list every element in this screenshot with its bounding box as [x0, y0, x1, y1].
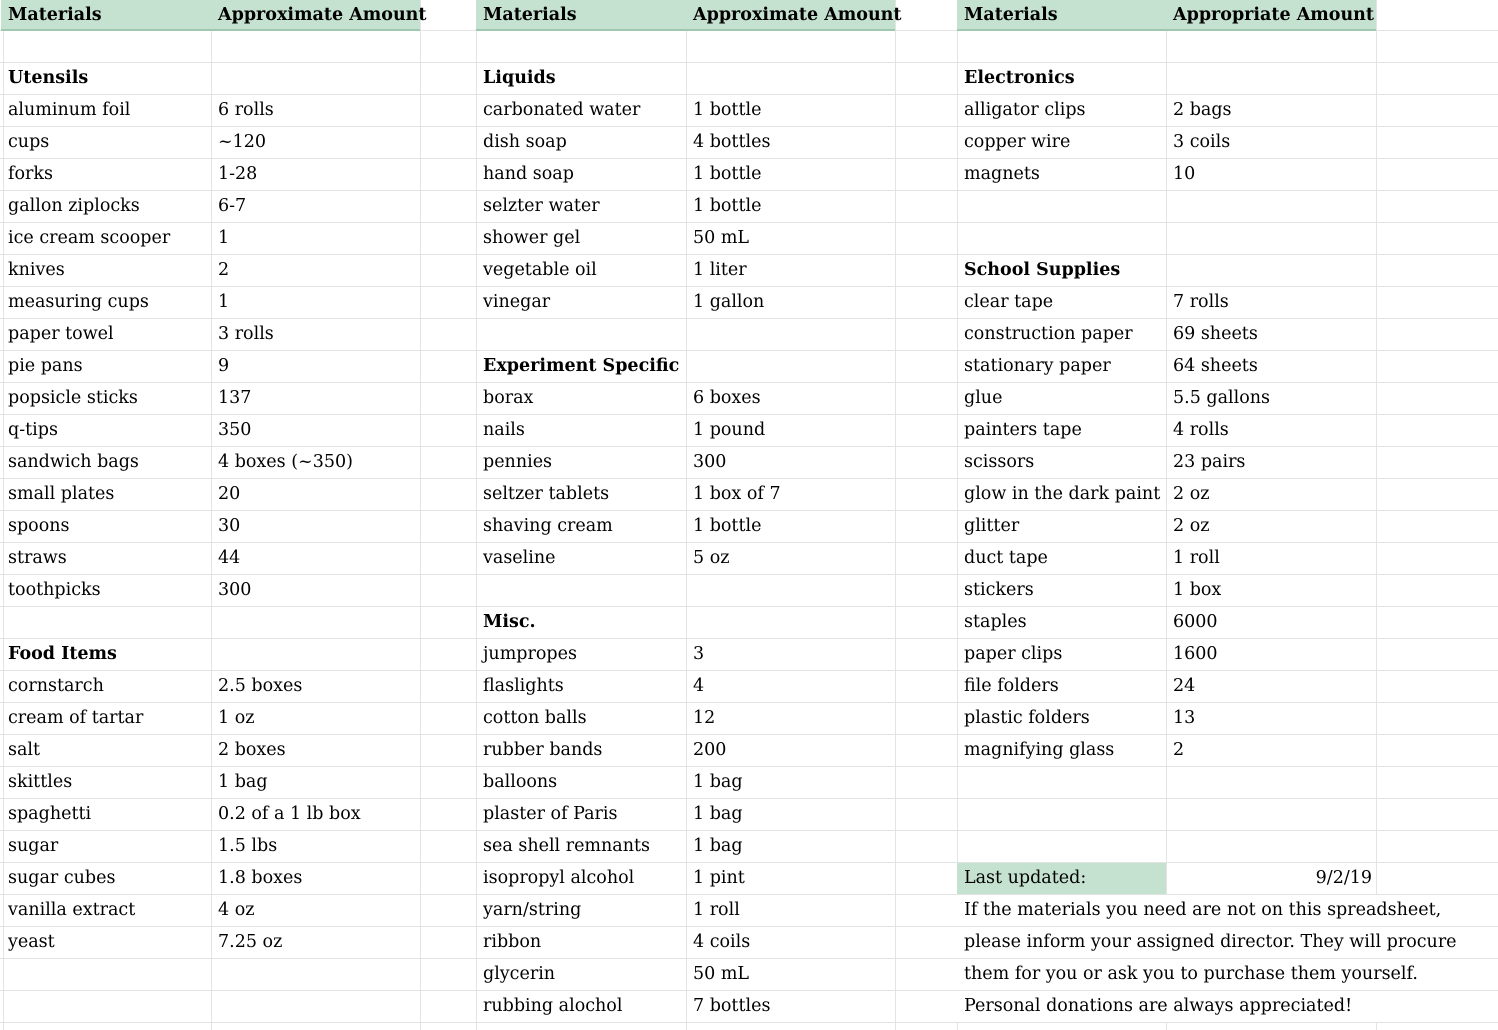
material-name-cell[interactable]: glitter [964, 516, 1020, 536]
grid-line-vertical [420, 0, 421, 1030]
material-name-cell[interactable]: glue [964, 388, 1003, 408]
material-name-cell[interactable]: cream of tartar [8, 708, 144, 728]
amount-cell[interactable]: 1-28 [218, 164, 258, 184]
amount-cell[interactable]: 1 bottle [693, 164, 762, 184]
amount-cell[interactable]: 30 [218, 516, 241, 536]
amount-cell[interactable]: 44 [218, 548, 241, 568]
last-updated-label[interactable]: Last updated: [957, 863, 1166, 894]
material-name-cell[interactable]: sugar cubes [8, 868, 116, 888]
material-name-cell[interactable]: small plates [8, 484, 115, 504]
amount-cell[interactable] [686, 575, 895, 606]
material-name-cell[interactable]: rubber bands [483, 740, 603, 760]
material-name-cell[interactable]: spoons [8, 516, 70, 536]
material-name-cell[interactable] [957, 31, 1166, 62]
material-name-cell[interactable]: knives [8, 260, 65, 280]
column-header-materials[interactable]: Materials [957, 0, 1166, 31]
amount-cell[interactable]: 1 box of 7 [693, 484, 781, 504]
material-name-cell[interactable]: glow in the dark paint [964, 484, 1161, 504]
amount-cell[interactable]: 1 roll [693, 900, 740, 920]
material-name-cell[interactable]: painters tape [964, 420, 1082, 440]
material-name-cell[interactable] [1, 607, 211, 638]
amount-cell[interactable]: 6 boxes [693, 388, 761, 408]
column-header-amount[interactable]: Appropriate Amount [1166, 0, 1376, 31]
amount-cell[interactable]: 137 [218, 388, 252, 408]
material-name-cell[interactable]: construction paper [964, 324, 1133, 344]
material-name-cell[interactable] [1, 31, 211, 62]
material-name-cell[interactable]: stickers [964, 580, 1034, 600]
material-name-cell[interactable]: copper wire [964, 132, 1071, 152]
note-text[interactable]: them for you or ask you to purchase them yourself. [957, 959, 1477, 990]
amount-cell[interactable]: 2 boxes [218, 740, 286, 760]
amount-cell[interactable]: 200 [693, 740, 727, 760]
material-name-cell[interactable]: vegetable oil [483, 260, 597, 280]
amount-cell[interactable] [1166, 31, 1376, 62]
amount-cell[interactable]: 4 coils [693, 932, 751, 952]
amount-cell[interactable]: 7 rolls [1173, 292, 1229, 312]
material-name-cell[interactable]: toothpicks [8, 580, 101, 600]
column-header-materials[interactable]: Materials [1, 0, 211, 31]
material-name-cell[interactable]: duct tape [964, 548, 1048, 568]
amount-cell[interactable]: 1 [218, 228, 230, 248]
amount-cell[interactable]: 5.5 gallons [1173, 388, 1271, 408]
material-name-cell[interactable]: popsicle sticks [8, 388, 138, 408]
amount-cell[interactable]: 350 [218, 420, 252, 440]
amount-cell[interactable] [1166, 767, 1376, 798]
amount-cell[interactable]: 9 [218, 356, 230, 376]
amount-cell[interactable]: 23 pairs [1173, 452, 1246, 472]
material-name-cell[interactable] [957, 191, 1166, 222]
amount-cell[interactable] [686, 63, 895, 94]
amount-cell[interactable]: 6 rolls [218, 100, 274, 120]
material-name-cell[interactable]: pennies [483, 452, 553, 472]
amount-cell[interactable]: 3 rolls [218, 324, 274, 344]
amount-cell[interactable]: 50 mL [693, 228, 750, 248]
amount-cell[interactable] [686, 351, 895, 382]
material-name-cell[interactable]: measuring cups [8, 292, 149, 312]
material-name-cell[interactable]: dish soap [483, 132, 567, 152]
amount-cell[interactable]: 64 sheets [1173, 356, 1258, 376]
amount-cell[interactable]: 24 [1173, 676, 1196, 696]
amount-cell[interactable]: 300 [218, 580, 252, 600]
amount-cell[interactable]: 1600 [1173, 644, 1218, 664]
material-name-cell[interactable]: plaster of Paris [483, 804, 618, 824]
amount-cell[interactable]: 2.5 boxes [218, 676, 303, 696]
column-header-amount[interactable]: Approximate Amount [211, 0, 420, 31]
material-name-cell[interactable]: straws [8, 548, 67, 568]
material-name-cell[interactable]: forks [8, 164, 53, 184]
amount-cell[interactable] [211, 63, 420, 94]
amount-cell[interactable] [211, 959, 420, 990]
section-heading[interactable]: Electronics [964, 68, 1075, 88]
material-name-cell[interactable] [1, 959, 211, 990]
material-name-cell[interactable]: alligator clips [964, 100, 1086, 120]
amount-cell[interactable]: 4 bottles [693, 132, 771, 152]
column-header-amount[interactable]: Approximate Amount [686, 0, 895, 31]
amount-cell[interactable] [211, 991, 420, 1022]
amount-cell[interactable]: ~120 [218, 132, 267, 152]
section-heading[interactable]: Food Items [8, 644, 117, 664]
material-name-cell[interactable]: vanilla extract [8, 900, 136, 920]
amount-cell[interactable]: 1 bottle [693, 516, 762, 536]
amount-cell[interactable]: 69 sheets [1173, 324, 1258, 344]
material-name-cell[interactable]: magnifying glass [964, 740, 1115, 760]
amount-cell[interactable]: 4 [693, 676, 705, 696]
amount-cell[interactable]: 2 [1173, 740, 1185, 760]
amount-cell[interactable]: 2 oz [1173, 484, 1210, 504]
amount-cell[interactable]: 7.25 oz [218, 932, 283, 952]
amount-cell[interactable]: 2 [218, 260, 230, 280]
amount-cell[interactable]: 4 oz [218, 900, 255, 920]
material-name-cell[interactable]: salt [8, 740, 41, 760]
material-name-cell[interactable]: carbonated water [483, 100, 641, 120]
amount-cell[interactable]: 1 bottle [693, 196, 762, 216]
material-name-cell[interactable]: nails [483, 420, 525, 440]
material-name-cell[interactable]: shower gel [483, 228, 581, 248]
material-name-cell[interactable] [476, 575, 686, 606]
amount-cell[interactable]: 50 mL [693, 964, 750, 984]
note-text[interactable]: please inform your assigned director. They will procure [957, 927, 1477, 958]
grid-line-vertical [895, 0, 896, 1030]
section-heading[interactable]: Misc. [483, 612, 536, 632]
material-name-cell[interactable]: selzter water [483, 196, 600, 216]
amount-cell[interactable]: 6-7 [218, 196, 247, 216]
amount-cell[interactable]: 1.5 lbs [218, 836, 278, 856]
amount-cell[interactable]: 1 gallon [693, 292, 765, 312]
material-name-cell[interactable] [1, 991, 211, 1022]
amount-cell[interactable] [686, 319, 895, 350]
amount-cell[interactable] [1166, 799, 1376, 830]
amount-cell[interactable] [211, 607, 420, 638]
amount-cell[interactable]: 1 oz [218, 708, 255, 728]
material-name-cell[interactable]: vinegar [483, 292, 551, 312]
amount-cell[interactable] [1166, 191, 1376, 222]
amount-cell[interactable]: 1 bag [693, 772, 743, 792]
grid-line-vertical [1376, 0, 1377, 1030]
amount-cell[interactable] [1166, 831, 1376, 862]
amount-cell[interactable]: 2 bags [1173, 100, 1232, 120]
material-name-cell[interactable]: balloons [483, 772, 558, 792]
material-name-cell[interactable]: cotton balls [483, 708, 587, 728]
amount-cell[interactable]: 12 [693, 708, 716, 728]
material-name-cell[interactable]: sugar [8, 836, 59, 856]
material-name-cell[interactable]: file folders [964, 676, 1059, 696]
material-name-cell[interactable]: pie pans [8, 356, 83, 376]
material-name-cell[interactable]: gallon ziplocks [8, 196, 140, 216]
section-heading[interactable]: Liquids [483, 68, 556, 88]
amount-cell[interactable]: 6000 [1173, 612, 1218, 632]
material-name-cell[interactable]: spaghetti [8, 804, 92, 824]
amount-cell[interactable]: 3 [693, 644, 705, 664]
material-name-cell[interactable]: ice cream scooper [8, 228, 171, 248]
material-name-cell[interactable] [476, 31, 686, 62]
material-name-cell[interactable]: yeast [8, 932, 55, 952]
material-name-cell[interactable]: borax [483, 388, 534, 408]
material-name-cell[interactable]: sea shell remnants [483, 836, 651, 856]
material-name-cell[interactable]: seltzer tablets [483, 484, 610, 504]
material-name-cell[interactable]: stationary paper [964, 356, 1111, 376]
material-name-cell[interactable]: vaseline [483, 548, 556, 568]
section-heading[interactable]: Utensils [8, 68, 89, 88]
material-name-cell[interactable]: flaslights [483, 676, 564, 696]
amount-cell[interactable]: 1 liter [693, 260, 747, 280]
note-text[interactable]: If the materials you need are not on this spreadsheet, [957, 895, 1477, 926]
material-name-cell[interactable] [957, 831, 1166, 862]
amount-cell[interactable]: 3 coils [1173, 132, 1231, 152]
material-name-cell[interactable]: cups [8, 132, 50, 152]
amount-cell[interactable]: 7 bottles [693, 996, 771, 1016]
amount-cell[interactable]: 1.8 boxes [218, 868, 303, 888]
amount-cell[interactable]: 1 bottle [693, 100, 762, 120]
amount-cell[interactable] [1166, 63, 1376, 94]
amount-cell[interactable] [686, 607, 895, 638]
material-name-cell[interactable]: rubbing alochol [483, 996, 623, 1016]
material-name-cell[interactable] [957, 767, 1166, 798]
material-name-cell[interactable]: staples [964, 612, 1027, 632]
amount-cell[interactable] [1166, 223, 1376, 254]
amount-cell[interactable] [1166, 255, 1376, 286]
material-name-cell[interactable]: paper towel [8, 324, 114, 344]
note-text[interactable]: Personal donations are always appreciated! [957, 991, 1477, 1022]
material-name-cell[interactable]: scissors [964, 452, 1035, 472]
grid-line-horizontal [0, 1022, 1498, 1023]
material-name-cell[interactable]: ribbon [483, 932, 542, 952]
material-name-cell[interactable]: cornstarch [8, 676, 104, 696]
material-name-cell[interactable] [957, 799, 1166, 830]
amount-cell[interactable]: 1 roll [1173, 548, 1220, 568]
material-name-cell[interactable] [957, 223, 1166, 254]
amount-cell[interactable] [211, 639, 420, 670]
amount-cell[interactable]: 1 box [1173, 580, 1222, 600]
amount-cell[interactable]: 1 bag [693, 804, 743, 824]
last-updated-value[interactable]: 9/2/19 [1315, 868, 1372, 888]
amount-cell[interactable]: 1 bag [693, 836, 743, 856]
material-name-cell[interactable]: yarn/string [483, 900, 582, 920]
amount-cell[interactable]: 4 rolls [1173, 420, 1229, 440]
material-name-cell[interactable]: paper clips [964, 644, 1063, 664]
section-heading[interactable]: Experiment Specific [483, 356, 680, 376]
amount-cell[interactable]: 10 [1173, 164, 1196, 184]
material-name-cell[interactable]: jumpropes [483, 644, 577, 664]
amount-cell[interactable]: 5 oz [693, 548, 730, 568]
material-name-cell[interactable]: skittles [8, 772, 73, 792]
amount-cell[interactable] [211, 31, 420, 62]
material-name-cell[interactable]: clear tape [964, 292, 1054, 312]
section-heading[interactable]: School Supplies [964, 260, 1121, 280]
material-name-cell[interactable]: aluminum foil [8, 100, 131, 120]
material-name-cell[interactable]: glycerin [483, 964, 556, 984]
amount-cell[interactable]: 20 [218, 484, 241, 504]
amount-cell[interactable]: 13 [1173, 708, 1196, 728]
material-name-cell[interactable]: sandwich bags [8, 452, 139, 472]
amount-cell[interactable]: 0.2 of a 1 lb box [218, 804, 361, 824]
material-name-cell[interactable]: plastic folders [964, 708, 1090, 728]
material-name-cell[interactable]: shaving cream [483, 516, 613, 536]
material-name-cell[interactable]: q-tips [8, 420, 58, 440]
material-name-cell[interactable]: hand soap [483, 164, 574, 184]
amount-cell[interactable]: 1 pint [693, 868, 745, 888]
amount-cell[interactable]: 4 boxes (~350) [218, 452, 353, 472]
material-name-cell[interactable]: magnets [964, 164, 1040, 184]
amount-cell[interactable]: 2 oz [1173, 516, 1210, 536]
amount-cell[interactable] [686, 31, 895, 62]
amount-cell[interactable]: 1 bag [218, 772, 268, 792]
material-name-cell[interactable] [476, 319, 686, 350]
material-name-cell[interactable]: isopropyl alcohol [483, 868, 635, 888]
amount-cell[interactable]: 1 [218, 292, 230, 312]
column-header-materials[interactable]: Materials [476, 0, 686, 31]
amount-cell[interactable]: 1 pound [693, 420, 766, 440]
amount-cell[interactable]: 300 [693, 452, 727, 472]
